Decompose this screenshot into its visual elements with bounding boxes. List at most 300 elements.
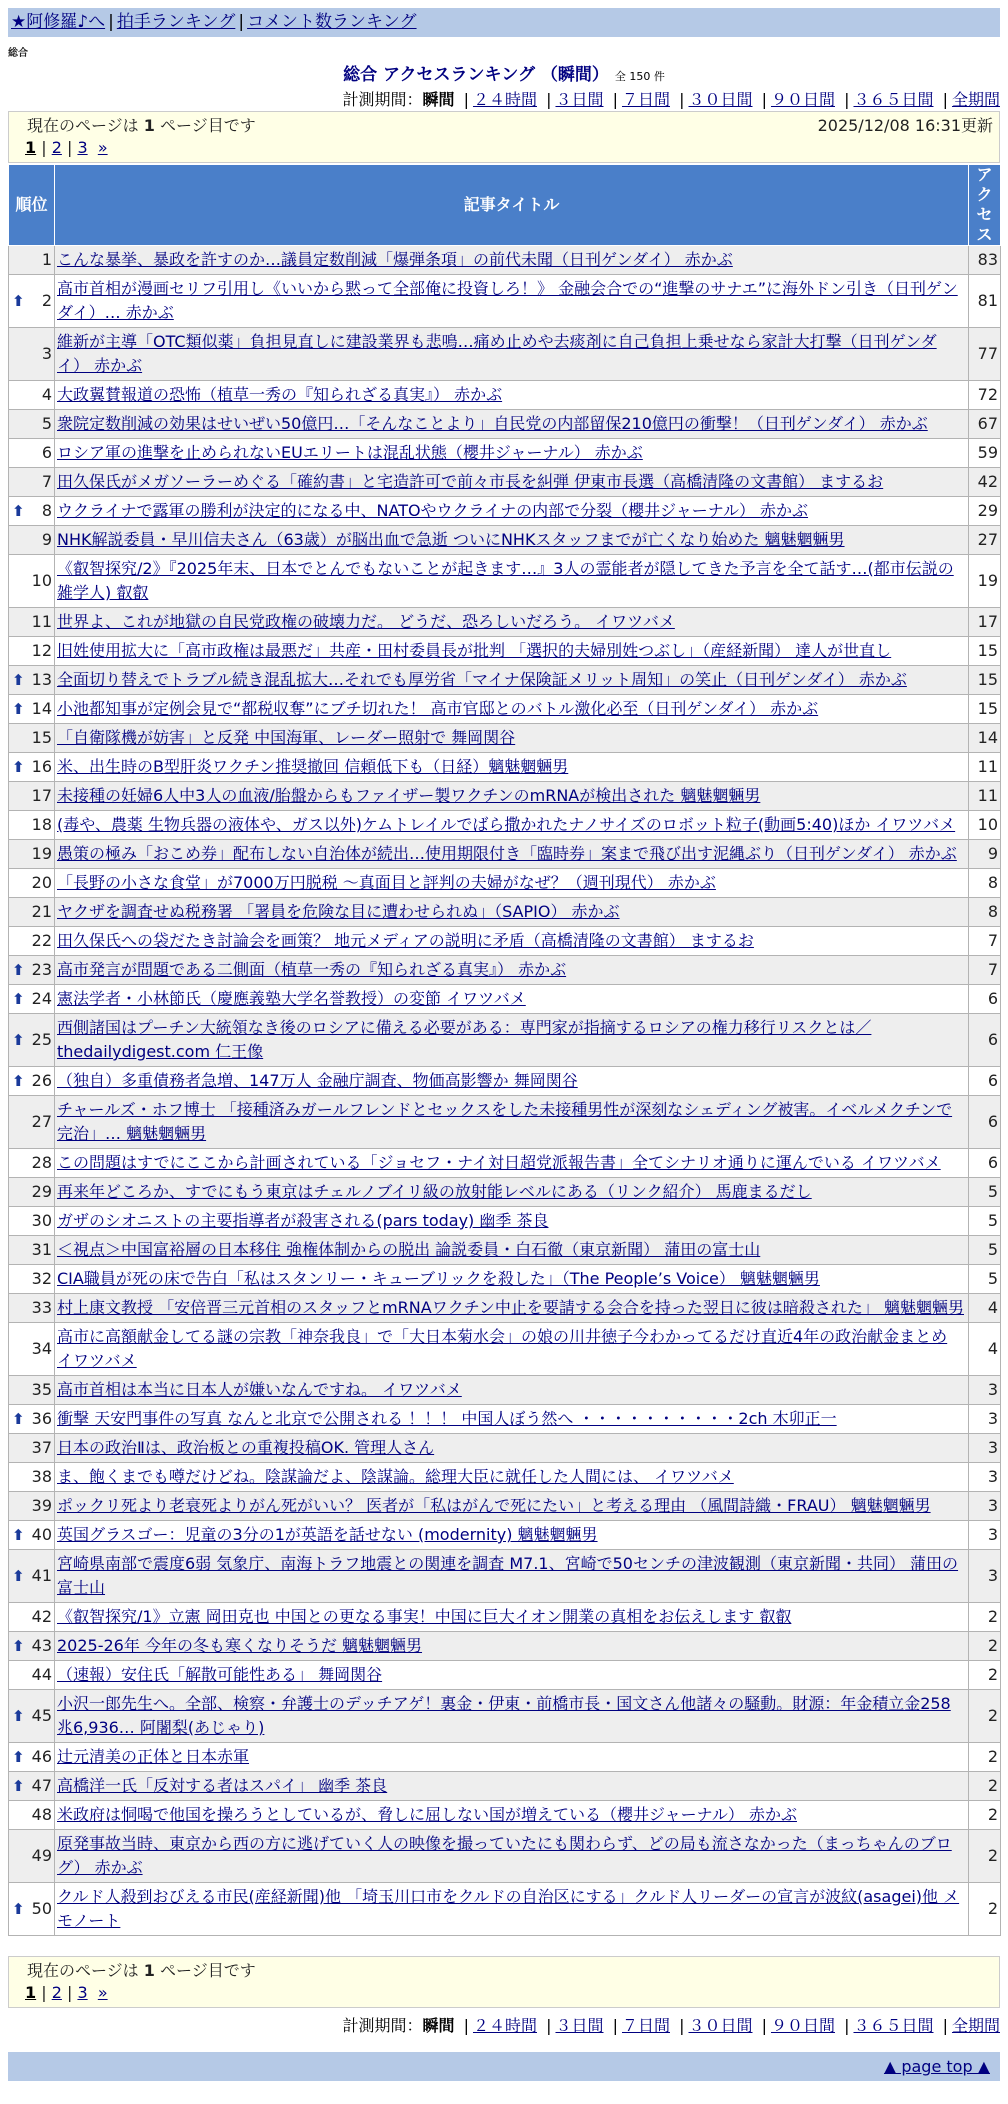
table-row [9,1550,1001,1603]
rank-cell [9,526,55,555]
rank-cell [9,1405,55,1434]
access-count: 72 [969,381,1001,410]
access-count: 77 [969,328,1001,381]
rank-cell [9,1014,55,1067]
table-row [9,782,1001,811]
table-header [9,165,1001,246]
article-link[interactable]: 大政翼賛報道の恐怖（植草一秀の『知られざる真実』） 赤かぶ [57,385,503,404]
rank-cell [9,1376,55,1405]
article-link[interactable]: 憲法学者・小林節氏（慶應義塾大学名誉教授）の変節 イワツバメ [57,989,526,1008]
title-cell [55,1772,969,1801]
rank-number: 47 [31,1776,52,1795]
table-row [9,927,1001,956]
article-link[interactable]: 「長野の小さな食堂」が7000万円脱税 ～真面目と評判の夫婦がなぜ？（週刊現代） 赤かぶ [57,873,716,892]
table-row [9,246,1001,275]
rank-cell [9,695,55,724]
article-link[interactable]: こんな暴挙、暴政を許すのか…議員定数削減「爆弾条項」の前代未聞（日刊ゲンダイ） 赤かぶ [57,250,733,269]
rank-number: 18 [31,815,52,834]
article-link[interactable]: NHK解説委員・早川信夫さん（63歳）が脳出血で急逝 ついにNHKスタッフまでが亡くなり始めた 魑魅魍魎男 [57,530,845,549]
rank-cell [9,1323,55,1376]
table-row [9,555,1001,608]
period-all[interactable]: 全期間 [951,90,1000,109]
title-cell [55,637,969,666]
rank-number: 33 [31,1298,52,1317]
access-count: 2 [969,1830,1001,1883]
table-row [9,1690,1001,1743]
rank-number: 15 [31,728,52,747]
ranking-table [8,164,1001,1936]
title-cell [55,1830,969,1883]
rank-number: 32 [31,1269,52,1288]
pagination: 1 | 2 | 3 » [25,1983,108,2002]
article-link[interactable]: 日本の政治Ⅱは、政治板との重複投稿OK. 管理人さん [57,1438,435,1457]
article-link[interactable]: 高市に高額献金してる謎の宗教「神奈我良」で「大日本菊水会」の娘の川井徳子今わかってるだけ直近4年の政治献金まとめ イワツバメ [57,1327,948,1370]
access-count: 6 [969,1149,1001,1178]
article-link[interactable]: 英国グラスゴー：児童の3分の1が英語を話せない (modernity) 魑魅魍魎男 [57,1525,598,1544]
title-cell [55,1521,969,1550]
article-link[interactable]: 衆院定数削減の効果はせいぜい50億円…「そんなことより」自民党の内部留保210億円の衝撃！（日刊ゲンダイ） 赤かぶ [57,414,928,433]
title-cell [55,1014,969,1067]
rank-cell [9,1661,55,1690]
title-cell [55,1178,969,1207]
article-link[interactable]: ロシア軍の進撃を止められないEUエリートは混乱状態（櫻井ジャーナル） 赤かぶ [57,443,643,462]
title-cell [55,328,969,381]
period-24h[interactable]: ２４時間 [472,90,537,109]
access-count: 59 [969,439,1001,468]
rank-cell [9,439,55,468]
access-count: 5 [969,1207,1001,1236]
access-count: 27 [969,526,1001,555]
rank-number: 21 [31,902,52,921]
rank-cell [9,497,55,526]
updated-time: 2025/12/08 16:31更新 [817,116,993,135]
title-cell [55,1550,969,1603]
top-nav-bar [8,8,1000,37]
access-count: 7 [969,927,1001,956]
article-link[interactable]: 田久保氏への袋だたき討論会を画策？ 地元メディアの説明に矛盾（高橋清隆の文書館） まするお [57,931,754,950]
title-cell [55,1149,969,1178]
rank-number: 46 [31,1747,52,1766]
period-30d[interactable]: ３０日間 [688,2016,753,2035]
rank-cell [9,608,55,637]
period-label: 計測期間： [342,2016,423,2035]
access-count: 19 [969,555,1001,608]
access-count: 8 [969,869,1001,898]
rank-cell [9,1149,55,1178]
table-row [9,956,1001,985]
period-7d[interactable]: ７日間 [621,90,670,109]
table-row [9,1463,1001,1492]
page-1-link[interactable]: 1 [25,1983,37,2002]
ranking-title-block [0,60,1008,85]
title-cell [55,1265,969,1294]
period-365d[interactable]: ３６５日間 [853,2016,934,2035]
title-cell [55,1603,969,1632]
rank-number: 13 [31,670,52,689]
period-selector-top: 計測期間：瞬間 | ２４時間 | ３日間 | ７日間 | ３０日間 | ９０日間 | ３６５日間 | 全期間 [342,90,1000,109]
article-link[interactable]: 愚策の極み「おこめ券」配布しない自治体が続出…使用期限付き「臨時券」案まで飛び出す泥縄ぶり（日刊ゲンダイ） 赤かぶ [57,844,957,863]
rank-cell [9,1207,55,1236]
rank-cell [9,1521,55,1550]
comment-ranking-link[interactable]: コメント数ランキング [247,12,417,32]
title-cell [55,1405,969,1434]
rank-cell [9,328,55,381]
rank-cell [9,898,55,927]
rank-number: 1 [41,250,52,269]
title-cell [55,555,969,608]
article-link[interactable]: 小池都知事が定例会見で“都税収奪”にブチ切れた！ 高市官邸とのバトル激化必至（日刊ゲンダイ） 赤かぶ [57,699,819,718]
rank-number: 50 [31,1899,52,1918]
article-link[interactable]: 高市首相が漫画セリフ引用し《いいから黙って全部俺に投資しろ！》 金融会合での“進撃のサナエ”に海外ドン引き（日刊ゲンダイ）… 赤かぶ [57,279,958,322]
rank-number: 31 [31,1240,52,1259]
title-cell [55,1434,969,1463]
access-count: 15 [969,637,1001,666]
rank-number: 24 [31,989,52,1008]
table-row [9,666,1001,695]
rank-cell [9,1550,55,1603]
article-link[interactable]: ま、飽くまでも噂だけどね。陰謀論だよ、陰謀論。総理大臣に就任した人間には、 イワツバメ [57,1467,734,1486]
article-link[interactable]: 未接種の妊婦6人中3人の血液/胎盤からもファイザー製ワクチンのmRNAが検出された 魑魅魍魎男 [57,786,761,805]
article-link[interactable]: 村上康文教授 「安倍晋三元首相のスタッフとmRNAワクチン中止を要請する会合を持った翌日に彼は暗殺された」 魑魅魍魎男 [57,1298,964,1317]
access-count: 6 [969,1096,1001,1149]
rank-number: 4 [41,385,52,404]
nav-separator: | [108,12,114,32]
page-info-top [8,111,1000,163]
table-row [9,526,1001,555]
access-count: 4 [969,1294,1001,1323]
title-cell [55,1492,969,1521]
rank-cell [9,1463,55,1492]
article-link[interactable]: CIA職員が死の床で告白「私はスタンリー・キューブリックを殺した」（The People’s Voice） 魑魅魍魎男 [57,1269,820,1288]
header-count: アクセス [969,165,1001,246]
arrow-up-icon: ⬆ [12,1777,25,1795]
rank-cell [9,1178,55,1207]
rank-number: 20 [31,873,52,892]
table-row [9,869,1001,898]
rank-number: 41 [31,1566,52,1585]
rank-number: 43 [31,1636,52,1655]
arrow-up-icon: ⬆ [12,1567,25,1585]
article-link[interactable]: ガザのシオニストの主要指導者が殺害される(pars today) 幽季 茶良 [57,1211,549,1230]
rank-number: 9 [41,530,52,549]
rank-cell [9,1265,55,1294]
header-title: 記事タイトル [55,165,969,246]
article-link[interactable]: チャールズ・ホフ博士 「接種済みガールフレンドとセックスをした未接種男性が深刻なシェディング被害。イベルメクチンで完治」… 魑魅魍魎男 [57,1100,953,1143]
rank-number: 34 [31,1339,52,1358]
article-link[interactable]: 宮崎県南部で震度6弱 気象庁、南海トラフ地震との関連を調査 M7.1、宮崎で50センチの津波観測（東京新聞・共同） 蒲田の富士山 [57,1554,959,1597]
page-title: 総合 アクセスランキング （瞬間） [343,65,609,85]
period-365d[interactable]: ３６５日間 [853,90,934,109]
access-count: 15 [969,695,1001,724]
article-link[interactable]: 2025-26年 今年の冬も寒くなりそうだ 魑魅魍魎男 [57,1636,423,1655]
arrow-up-icon: ⬆ [12,1526,25,1544]
table-row [9,840,1001,869]
period-30d[interactable]: ３０日間 [688,90,753,109]
table-row [9,1830,1001,1883]
article-link[interactable]: 旧姓使用拡大に「高市政権は最悪だ」共産・田村委員長が批判 「選択的夫婦別姓つぶし」（産経新聞） 達人が世直し [57,641,892,660]
nav-separator: | [238,12,245,32]
rank-number: 38 [31,1467,52,1486]
article-link[interactable]: 米政府は恫喝で他国を操ろうとしているが、脅しに屈しない国が増えている（櫻井ジャーナル） 赤かぶ [57,1805,797,1824]
rank-cell [9,840,55,869]
page-top-link[interactable]: ▲ page top ▲ [883,2057,990,2076]
rank-number: 16 [31,757,52,776]
rank-number: 25 [31,1030,52,1049]
next-page-link[interactable]: » [97,138,108,157]
rank-cell [9,985,55,1014]
title-cell [55,1883,969,1936]
access-count: 3 [969,1521,1001,1550]
table-row [9,275,1001,328]
article-link[interactable]: 小沢一郎先生へ。全部、検察・弁護士のデッチアゲ！裏金・伊東・前橋市長・国文さん他諸々の騒動。財源：年金積立金258兆6,936… 阿闍梨(あじゃり) [57,1694,951,1737]
title-cell [55,1801,969,1830]
rank-number: 42 [31,1607,52,1626]
page-3-link[interactable]: 3 [77,1983,88,2002]
title-cell [55,468,969,497]
article-link[interactable]: 「自衛隊機が妨害」と反発 中国海軍、レーダー照射で 舞岡関谷 [57,728,516,747]
rank-number: 29 [31,1182,52,1201]
rank-number: 22 [31,931,52,950]
home-link[interactable]: ★阿修羅♪へ [11,12,106,32]
article-link[interactable]: 原発事故当時、東京から西の方に逃げていく人の映像を撮っていたにも関わらず、どの局も流さなかった（まっちゃんのブログ） 赤かぶ [57,1834,952,1877]
title-cell [55,275,969,328]
access-count: 2 [969,1772,1001,1801]
rank-cell [9,869,55,898]
arrow-up-icon: ⬆ [12,292,25,310]
page-info-bottom [8,1956,1000,2008]
rank-cell [9,1294,55,1323]
period-3d[interactable]: ３日間 [555,90,604,109]
rank-number: 27 [31,1112,52,1131]
article-link[interactable]: クルド人殺到おびえる市民(産経新聞)他 「埼玉川口市をクルドの自治区にする」クルド人リーダーの宣言が波紋(asagei)他 メモノート [57,1887,960,1930]
table-row [9,1207,1001,1236]
rank-cell [9,1096,55,1149]
table-row [9,1265,1001,1294]
article-link[interactable]: ポックリ死より老衰死よりがん死がいい？ 医者が「私はがんで死にたい」と考える理由 （風間詩織・FRAU） 魑魅魍魎男 [57,1496,931,1515]
rank-number: 45 [31,1706,52,1725]
table-row [9,1434,1001,1463]
rank-cell [9,753,55,782]
page-2-link[interactable]: 2 [51,1983,62,2002]
table-row [9,1743,1001,1772]
article-link[interactable]: 世界よ、これが地獄の自民党政権の破壊力だ。 どうだ、恐ろしいだろう。 イワツバメ [57,612,675,631]
access-count: 6 [969,1014,1001,1067]
table-row [9,1323,1001,1376]
access-count: 5 [969,1265,1001,1294]
rank-number: 48 [31,1805,52,1824]
access-count: 2 [969,1690,1001,1743]
article-link[interactable]: （速報）安住氏「解散可能性ある」 舞岡関谷 [57,1665,383,1684]
table-row [9,1014,1001,1067]
rank-number: 14 [31,699,52,718]
title-cell [55,753,969,782]
title-cell [55,985,969,1014]
title-cell [55,1632,969,1661]
article-link[interactable]: 米、出生時のB型肝炎ワクチン推奨撤回 信頼低下も（日経）魑魅魍魎男 [57,757,569,776]
rank-cell [9,410,55,439]
rank-number: 30 [31,1211,52,1230]
access-count: 3 [969,1463,1001,1492]
article-link[interactable]: （独自）多重債務者急増、147万人 金融庁調査、物価高影響か 舞岡関谷 [57,1071,578,1090]
table-row [9,1492,1001,1521]
article-link[interactable]: 全面切り替えでトラブル続き混乱拡大…それでも厚労省「マイナ保険証メリット周知」の笑止（日刊ゲンダイ） 赤かぶ [57,670,907,689]
title-cell [55,927,969,956]
title-cell [55,666,969,695]
access-count: 3 [969,1405,1001,1434]
article-link[interactable]: 西側諸国はプーチン大統領なき後のロシアに備える必要がある：専門家が指摘するロシアの権力移行リスクとは／ thedailydigest.com 仁王像 [57,1018,872,1061]
arrow-up-icon: ⬆ [12,990,25,1008]
table-row [9,1294,1001,1323]
article-link[interactable]: (毒や、農薬 生物兵器の液体や、ガス以外)ケムトレイルでばら撒かれたナノサイズのロボット粒子(動画5:40)ほか イワツバメ [57,815,956,834]
article-link[interactable]: ヤクザを調査せぬ税務署 「署員を危険な目に遭わせられぬ」（SAPIO） 赤かぶ [57,902,620,921]
period-3d[interactable]: ３日間 [555,2016,604,2035]
access-count: 6 [969,985,1001,1014]
arrow-up-icon: ⬆ [12,1072,25,1090]
access-count: 5 [969,1236,1001,1265]
arrow-up-icon: ⬆ [12,1900,25,1918]
rank-number: 7 [41,472,52,491]
period-label: 計測期間： [342,90,423,109]
title-cell [55,782,969,811]
article-link[interactable]: 田久保氏がメガソーラーめぐる「確約書」と宅造許可で前々市長を糾弾 伊東市長選（高橋清隆の文書館） まするお [57,472,884,491]
article-link[interactable]: 《叡智探究/1》立憲 岡田克也 中国との更なる事実！中国に巨大イオン開業の真相をお伝えします 叡叡 [57,1607,792,1626]
title-cell [55,526,969,555]
rank-cell [9,1434,55,1463]
article-link[interactable]: ウクライナで露軍の勝利が決定的になる中、NATOやウクライナの内部で分裂（櫻井ジャーナル） 赤かぶ [57,501,809,520]
article-link[interactable]: 衝撃 天安門事件の写真 なんと北京で公開される ！！！ 中国人ぼう然へ ・・・・・・・・・・2ch 木卯正一 [57,1409,837,1428]
article-link[interactable]: 《叡智探究/2》『2025年末、日本でとんでもないことが起きます…』3人の霊能者が隠してきた予言を全て話す…(都市伝説の雑学人) 叡叡 [57,559,954,602]
rank-number: 49 [31,1846,52,1865]
period-current: 瞬間 [422,90,455,109]
access-count: 4 [969,1323,1001,1376]
period-24h[interactable]: ２４時間 [472,2016,537,2035]
period-90d[interactable]: ９０日間 [770,2016,835,2035]
article-link[interactable]: 再来年どころか、すでにもう東京はチェルノブイリ級の放射能レベルにある（リンク紹介） 馬鹿まるだし [57,1182,812,1201]
article-link[interactable]: ＜視点＞中国富裕層の日本移住 強権体制からの脱出 論説委員・白石徹（東京新聞） 蒲田の富士山 [57,1240,761,1259]
pagination: 1 | 2 | 3 » [25,138,108,157]
rank-cell [9,381,55,410]
rank-number: 26 [31,1071,52,1090]
rank-number: 11 [31,612,52,631]
access-count: 3 [969,1550,1001,1603]
table-row [9,1096,1001,1149]
rank-number: 3 [41,344,52,363]
rank-cell [9,1236,55,1265]
access-count: 2 [969,1603,1001,1632]
page-2-link[interactable]: 2 [51,138,62,157]
rank-cell [9,782,55,811]
article-link[interactable]: 辻元清美の正体と日本赤軍 [57,1747,250,1766]
period-90d[interactable]: ９０日間 [770,90,835,109]
article-link[interactable]: 高橋洋一氏「反対する者はスパイ」 幽季 茶良 [57,1776,388,1795]
rank-number: 8 [41,501,52,520]
period-current: 瞬間 [422,2016,455,2035]
title-cell [55,439,969,468]
title-cell [55,695,969,724]
article-link[interactable]: 維新が主導「OTC類似薬」負担見直しに建設業界も悲鳴…痛め止めや去痰剤に自己負担上乗せなら家計大打撃（日刊ゲンダイ） 赤かぶ [57,332,937,375]
arrow-up-icon: ⬆ [12,1748,25,1766]
rank-cell [9,1067,55,1096]
title-cell [55,811,969,840]
rank-cell [9,1632,55,1661]
access-count: 81 [969,275,1001,328]
header-rank: 順位 [9,165,55,246]
title-cell [55,1096,969,1149]
rank-number: 17 [31,786,52,805]
rank-cell [9,1801,55,1830]
table-row [9,1067,1001,1096]
access-count: 15 [969,666,1001,695]
rank-cell [9,1492,55,1521]
next-page-link[interactable]: » [97,1983,108,2002]
access-count: 3 [969,1492,1001,1521]
category-tag: 総合 [8,48,28,59]
arrow-up-icon: ⬆ [12,1707,25,1725]
rank-cell [9,275,55,328]
table-row [9,1801,1001,1830]
rank-cell [9,555,55,608]
rank-cell [9,1772,55,1801]
table-row [9,410,1001,439]
title-cell [55,1067,969,1096]
rank-cell [9,468,55,497]
rank-number: 36 [31,1409,52,1428]
rank-number: 23 [31,960,52,979]
table-row [9,381,1001,410]
article-link[interactable]: 高市首相は本当に日本人が嫌いなんですね。 イワツバメ [57,1380,462,1399]
title-cell [55,956,969,985]
arrow-up-icon: ⬆ [12,671,25,689]
access-count: 17 [969,608,1001,637]
title-cell [55,869,969,898]
footer-bar [8,2052,1000,2081]
rank-cell [9,1690,55,1743]
rank-cell [9,246,55,275]
access-count: 9 [969,840,1001,869]
table-row [9,1772,1001,1801]
table-row [9,1603,1001,1632]
rank-cell [9,1743,55,1772]
access-count: 2 [969,1661,1001,1690]
table-row [9,985,1001,1014]
period-7d[interactable]: ７日間 [621,2016,670,2035]
table-row [9,1405,1001,1434]
table-row [9,1632,1001,1661]
title-cell [55,1376,969,1405]
title-cell [55,410,969,439]
page-1-link[interactable]: 1 [25,138,37,157]
period-all[interactable]: 全期間 [951,2016,1000,2035]
rank-cell [9,811,55,840]
clap-ranking-link[interactable]: 拍手ランキング [116,12,236,32]
article-link[interactable]: 高市発言が問題である二側面（植草一秀の『知られざる真実』） 赤かぶ [57,960,567,979]
title-cell [55,1207,969,1236]
rank-cell [9,637,55,666]
page-3-link[interactable]: 3 [77,138,88,157]
rank-cell [9,1603,55,1632]
arrow-up-icon: ⬆ [12,758,25,776]
access-count: 2 [969,1801,1001,1830]
title-cell [55,1323,969,1376]
article-link[interactable]: この問題はすでにここから計画されている「ジョセフ・ナイ対日超党派報告書」全てシナリオ通りに運んでいる イワツバメ [57,1153,941,1172]
table-row [9,439,1001,468]
rank-number: 28 [31,1153,52,1172]
access-count: 8 [969,898,1001,927]
title-cell [55,898,969,927]
access-count: 11 [969,782,1001,811]
arrow-up-icon: ⬆ [12,502,25,520]
access-count: 3 [969,1376,1001,1405]
